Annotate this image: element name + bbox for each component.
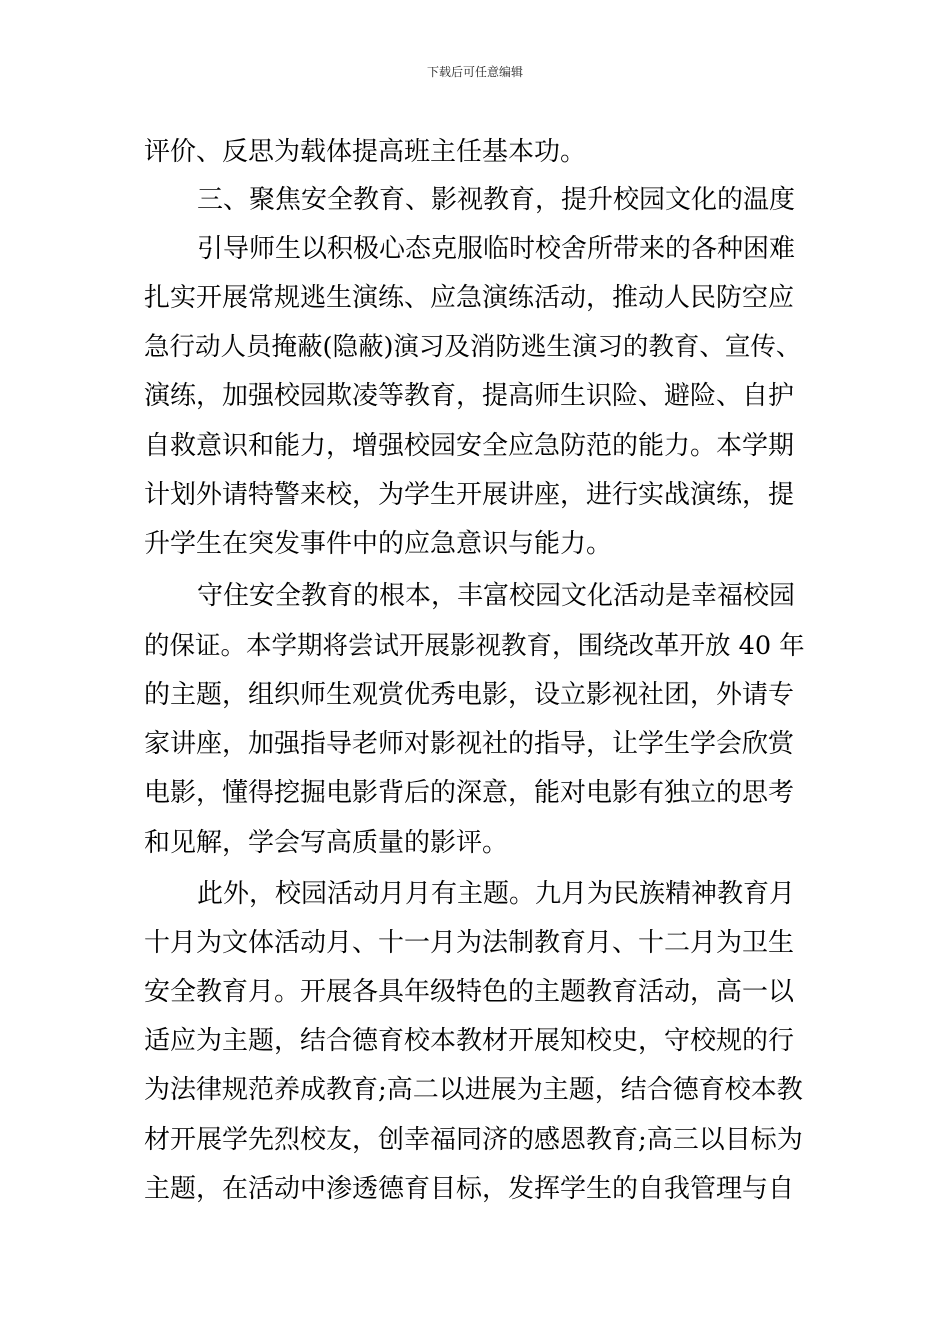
text-line: 适应为主题，结合德育校本教材开展知校史，守校规的行 [144, 1026, 795, 1056]
text-line: 守住安全教育的根本，丰富校园文化活动是幸福校园 [197, 581, 796, 611]
text-line: 自救意识和能力，增强校园安全应急防范的能力。本学期 [144, 431, 795, 461]
text-line: 扎实开展常规逃生演练、应急演练活动，推动人民防空应 [144, 283, 795, 313]
text-line: 急行动人员掩蔽(隐蔽)演习及消防逃生演习的教育、宣传、 [144, 332, 802, 362]
text-line: 升学生在突发事件中的应急意识与能力。 [144, 529, 613, 559]
text-line: 演练，加强校园欺凌等教育，提高师生识险、避险、自护 [144, 381, 795, 411]
text-line: 的保证。本学期将尝试开展影视教育，围绕改革开放 40 年 [144, 631, 805, 661]
section-heading: 三、聚焦安全教育、影视教育，提升校园文化的温度 [197, 185, 796, 215]
text-line: 十月为文体活动月、十一月为法制教育月、十二月为卫生 [144, 928, 795, 958]
text-line: 此外，校园活动月月有主题。九月为民族精神教育月 [197, 879, 796, 909]
text-line: 主题，在活动中渗透德育目标，发挥学生的自我管理与自 [144, 1174, 795, 1204]
text-line: 计划外请特警来校，为学生开展讲座，进行实战演练，提 [144, 480, 795, 510]
text-line: 家讲座，加强指导老师对影视社的指导，让学生学会欣赏 [144, 729, 795, 759]
text-line: 引导师生以积极心态克服临时校舍所带来的各种困难 [197, 234, 796, 264]
text-line: 安全教育月。开展各具年级特色的主题教育活动，高一以 [144, 977, 795, 1007]
text-line: 评价、反思为载体提高班主任基本功。 [144, 137, 587, 167]
text-line: 的主题，组织师生观赏优秀电影，设立影视社团，外请专 [144, 680, 795, 710]
text-line: 为法律规范养成教育;高二以进展为主题，结合德育校本教 [144, 1075, 803, 1105]
text-line: 和见解，学会写高质量的影评。 [144, 828, 509, 858]
text-line: 材开展学先烈校友，创幸福同济的感恩教育;高三以目标为 [144, 1125, 803, 1155]
page-header: 下载后可任意编辑 [426, 65, 523, 79]
text-line: 电影，懂得挖掘电影背后的深意，能对电影有独立的思考 [144, 778, 795, 808]
